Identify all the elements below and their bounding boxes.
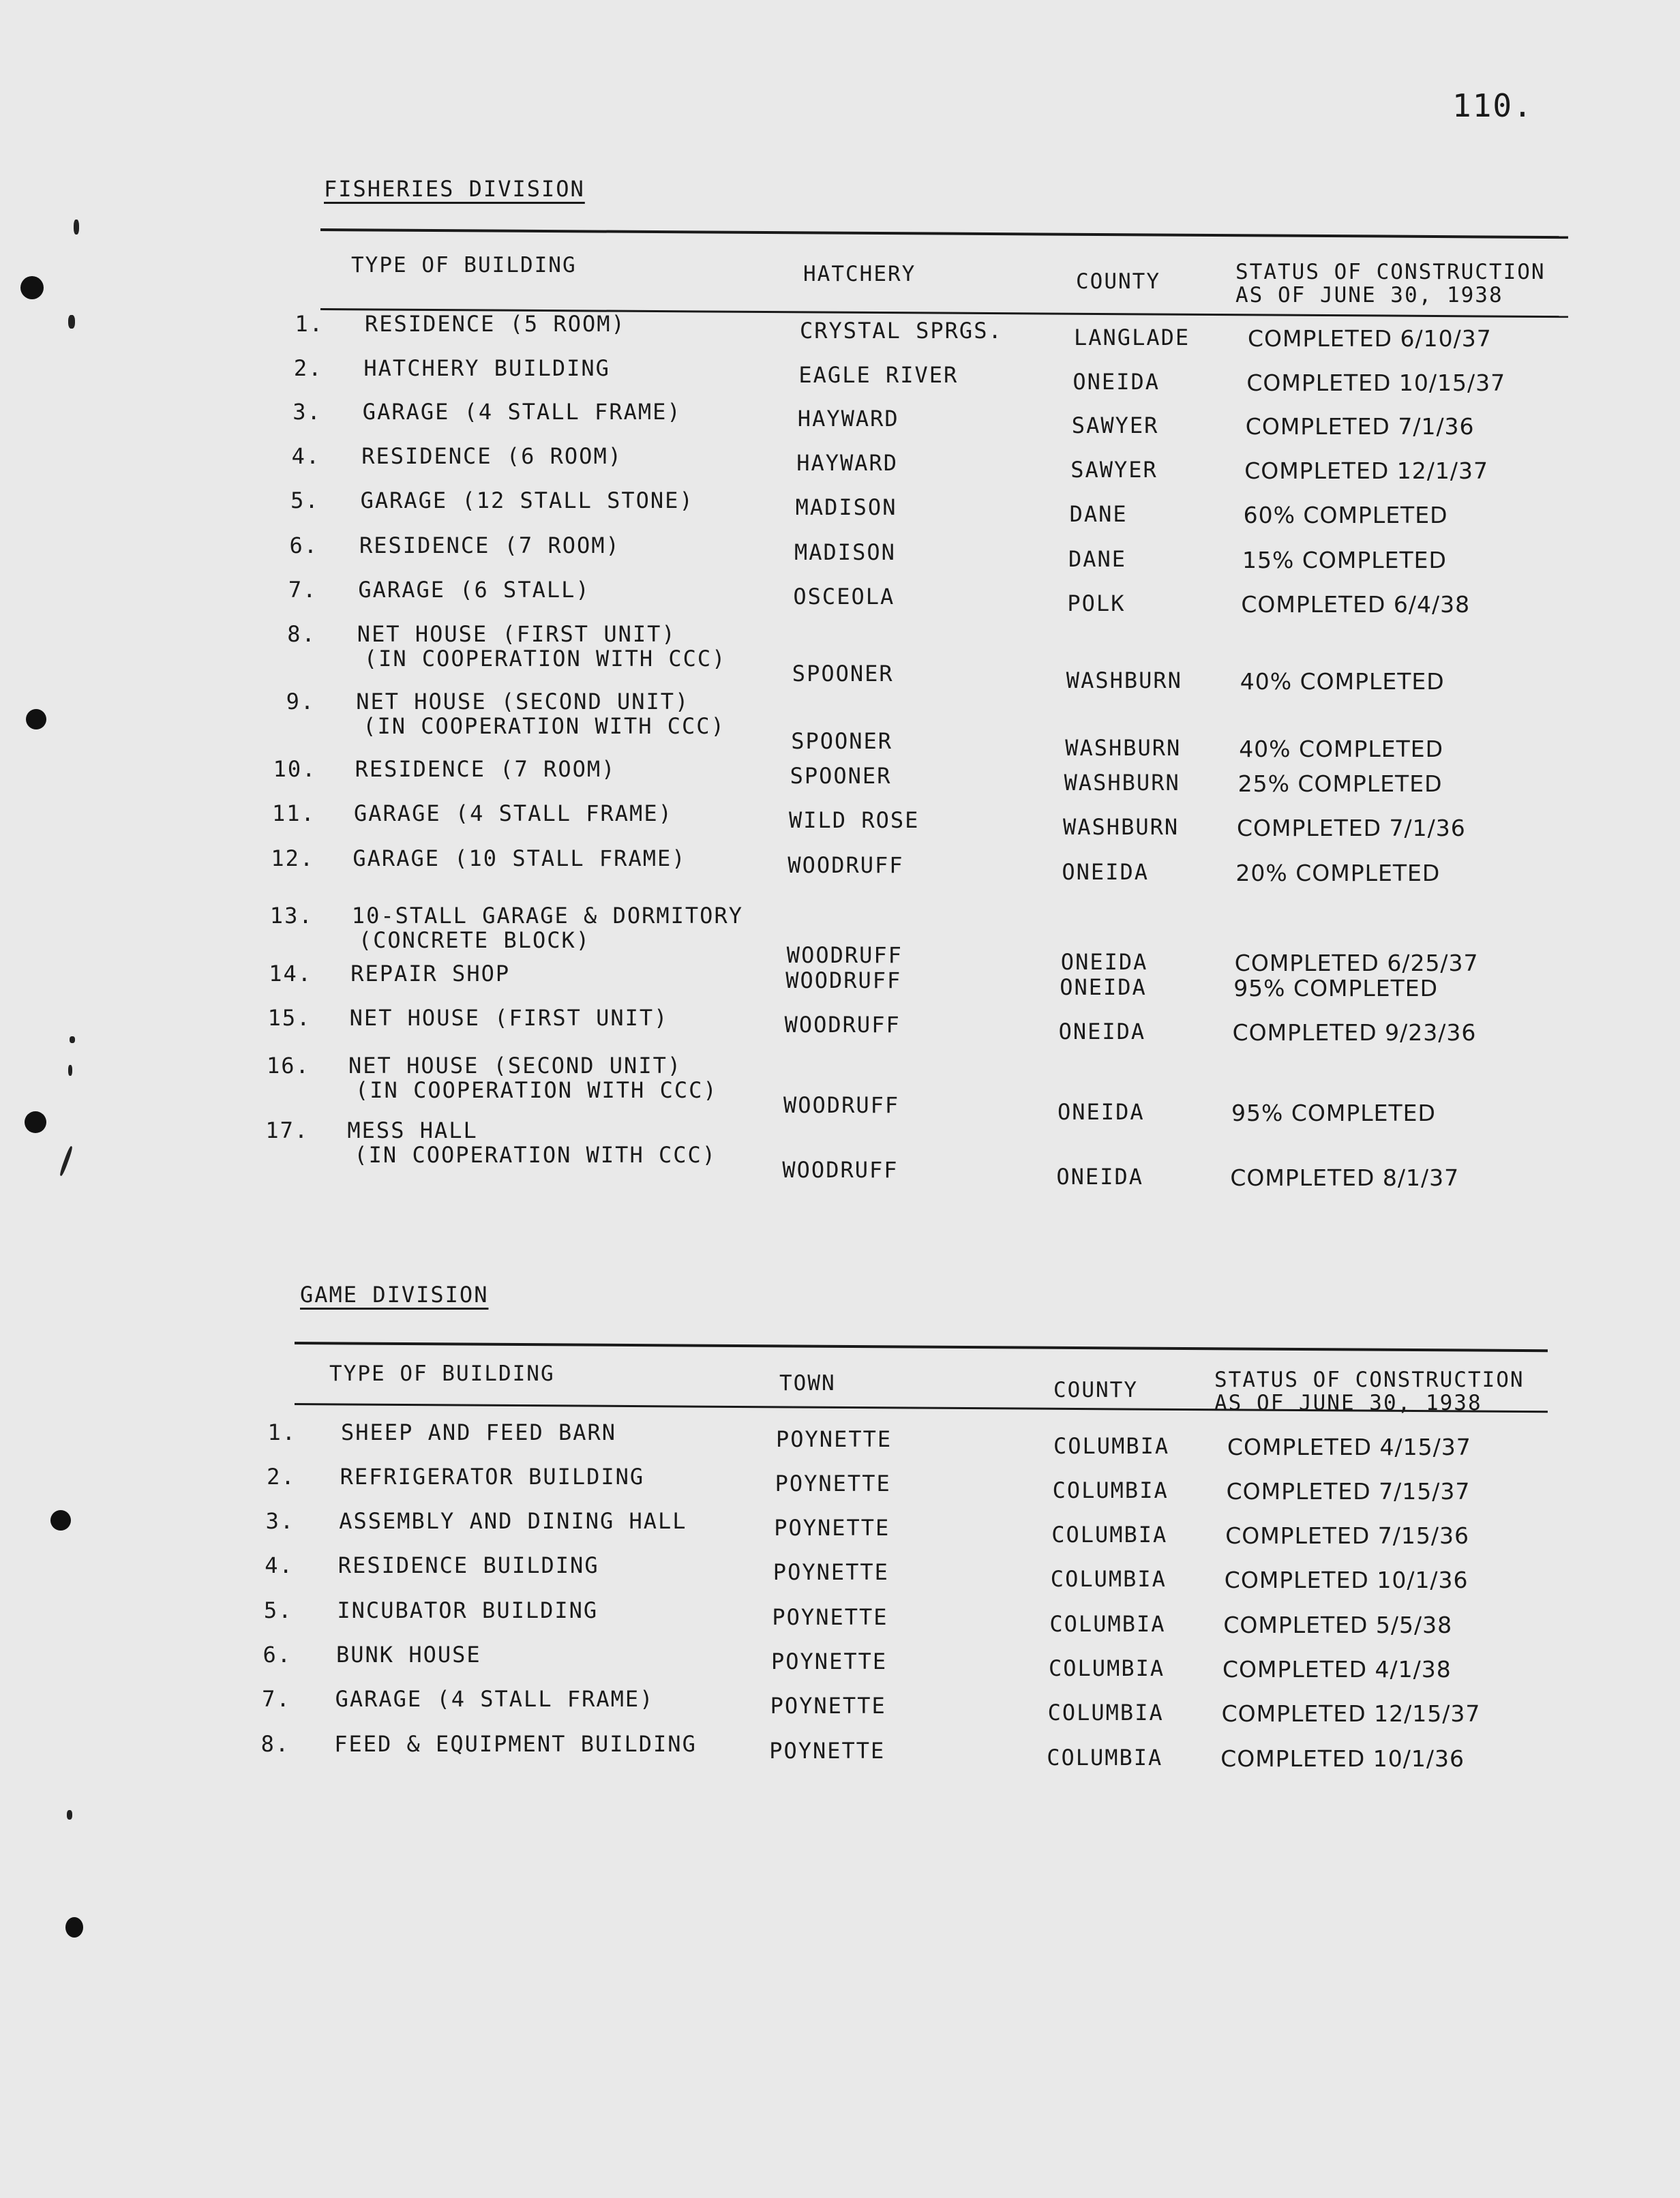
row-number: 10. (273, 756, 317, 782)
building-type: REFRIGERATOR BUILDING (340, 1464, 645, 1490)
table-row (0, 356, 1680, 404)
table-row (0, 1732, 1680, 1779)
construction-status: 15% COMPLETED (1242, 547, 1447, 573)
table-row (0, 846, 1680, 894)
location-name: SPOONER (790, 763, 892, 789)
row-number: 11. (272, 800, 316, 826)
construction-status: COMPLETED 6/4/38 (1241, 591, 1471, 618)
county-name: ONEIDA (1058, 1019, 1146, 1044)
location-name: POYNETTE (771, 1648, 888, 1674)
row-number: 14. (269, 961, 312, 987)
table-row (0, 801, 1680, 849)
location-name: EAGLE RIVER (798, 362, 959, 388)
building-type: GARAGE (10 STALL FRAME) (352, 845, 687, 871)
table-row (0, 1509, 1680, 1556)
county-name: ONEIDA (1058, 1099, 1145, 1125)
location-name: MADISON (794, 539, 896, 565)
construction-status: COMPLETED 7/15/36 (1225, 1522, 1469, 1549)
row-number: 7. (288, 577, 318, 603)
location-name: HAYWARD (797, 406, 899, 432)
building-type-note: (IN COOPERATION WITH CCC) (355, 1077, 718, 1103)
row-number: 8. (260, 1731, 290, 1757)
table-row (0, 1420, 1680, 1468)
county-name: COLUMBIA (1049, 1611, 1166, 1637)
building-type: NET HOUSE (SECOND UNIT) (348, 1053, 682, 1079)
binder-hole-mark (65, 1917, 83, 1938)
row-number: 1. (295, 311, 324, 337)
row-number: 13. (269, 903, 314, 929)
building-type: ASSEMBLY AND DINING HALL (339, 1508, 687, 1534)
county-name: COLUMBIA (1053, 1433, 1170, 1459)
county-name: ONEIDA (1062, 859, 1149, 885)
row-number: 16. (267, 1053, 310, 1079)
table-row (0, 961, 1680, 1009)
row-number: 15. (267, 1005, 312, 1031)
table-row (0, 621, 1680, 695)
construction-status: COMPLETED 7/1/36 (1245, 413, 1475, 440)
section-title: FISHERIES DIVISION (324, 176, 585, 202)
construction-status: 25% COMPLETED (1238, 770, 1443, 797)
county-name: ONEIDA (1056, 1164, 1143, 1190)
location-name: WOODRUFF (786, 942, 903, 968)
row-number: 3. (265, 1508, 295, 1534)
building-type: BUNK HOUSE (336, 1642, 481, 1668)
row-number: 2. (293, 355, 323, 381)
location-name: WOODRUFF (784, 1012, 901, 1038)
table-row (0, 1117, 1680, 1191)
county-name: COLUMBIA (1052, 1477, 1169, 1503)
column-header-type: TYPE OF BUILDING (329, 1361, 555, 1386)
building-type: 10-STALL GARAGE & DORMITORY (351, 903, 743, 929)
building-type: GARAGE (4 STALL FRAME) (362, 399, 682, 425)
construction-status: COMPLETED 10/15/37 (1246, 370, 1506, 396)
building-type: GARAGE (12 STALL STONE) (360, 487, 694, 513)
table-top-rule (320, 228, 1568, 239)
building-type: RESIDENCE (5 ROOM) (365, 311, 626, 337)
location-name: HAYWARD (796, 450, 899, 476)
county-name: COLUMBIA (1047, 1745, 1163, 1771)
column-header-status (1235, 260, 1546, 307)
county-name: COLUMBIA (1050, 1566, 1167, 1592)
construction-status: COMPLETED 6/10/37 (1248, 325, 1492, 352)
location-name: MADISON (795, 494, 897, 520)
location-name: WOODRUFF (782, 1157, 899, 1183)
location-name: SPOONER (792, 661, 894, 687)
county-name: SAWYER (1071, 412, 1159, 438)
building-type: REPAIR SHOP (350, 961, 511, 987)
construction-status: COMPLETED 10/1/36 (1224, 1567, 1469, 1593)
location-name: WOODRUFF (785, 967, 902, 993)
construction-status: COMPLETED 7/15/37 (1226, 1478, 1471, 1505)
construction-status: COMPLETED 4/15/37 (1227, 1434, 1471, 1460)
county-name: ONEIDA (1060, 949, 1148, 975)
building-type: RESIDENCE (7 ROOM) (355, 756, 616, 782)
location-name: POYNETTE (769, 1738, 886, 1764)
table-row (0, 1464, 1680, 1512)
table-row (0, 533, 1680, 581)
building-type: FEED & EQUIPMENT BUILDING (334, 1731, 697, 1757)
binder-hole-mark (20, 276, 44, 299)
location-name: POYNETTE (775, 1471, 891, 1496)
building-type: NET HOUSE (SECOND UNIT) (356, 689, 690, 714)
building-type: GARAGE (6 STALL) (358, 577, 590, 603)
status-header-line2: AS OF JUNE 30, 1938 (1214, 1391, 1482, 1415)
building-type-note: (CONCRETE BLOCK) (358, 927, 591, 953)
row-number: 6. (262, 1642, 292, 1668)
row-number: 9. (286, 689, 316, 714)
location-name: POYNETTE (774, 1515, 890, 1541)
construction-status: 40% COMPLETED (1239, 736, 1444, 762)
county-name: DANE (1069, 501, 1128, 527)
building-type: NET HOUSE (FIRST UNIT) (349, 1005, 669, 1031)
row-number: 1. (267, 1419, 297, 1445)
column-header-county: COUNTY (1076, 269, 1160, 294)
location-name: WILD ROSE (789, 807, 920, 833)
county-name: WASHBURN (1063, 814, 1180, 840)
building-type: HATCHERY BUILDING (363, 355, 610, 381)
row-number: 4. (265, 1552, 294, 1578)
location-name: POYNETTE (772, 1604, 888, 1630)
construction-status: COMPLETED 9/23/36 (1232, 1019, 1477, 1046)
building-type-note: (IN COOPERATION WITH CCC) (363, 713, 725, 739)
county-name: WASHBURN (1065, 735, 1182, 761)
row-number: 6. (289, 532, 318, 558)
table-row (0, 1006, 1680, 1053)
margin-mark (74, 220, 79, 235)
county-name: COLUMBIA (1047, 1700, 1164, 1726)
county-name: WASHBURN (1066, 667, 1182, 693)
location-name: SPOONER (791, 728, 893, 754)
status-header-line1: STATUS OF CONSTRUCTION (1235, 260, 1546, 284)
county-name: ONEIDA (1060, 974, 1147, 1000)
county-name: POLK (1067, 590, 1126, 616)
county-name: SAWYER (1070, 457, 1158, 483)
table-row (0, 757, 1680, 804)
building-type: NET HOUSE (FIRST UNIT) (357, 621, 676, 647)
row-number: 7. (262, 1686, 291, 1712)
column-header-town: TOWN (779, 1371, 836, 1396)
row-number: 17. (265, 1117, 310, 1143)
county-name: DANE (1068, 546, 1127, 572)
construction-status: COMPLETED 6/25/37 (1234, 950, 1479, 976)
construction-status: 95% COMPLETED (1233, 975, 1439, 1002)
column-header-hatchery: HATCHERY (803, 262, 916, 286)
county-name: COLUMBIA (1049, 1655, 1165, 1681)
construction-status: COMPLETED 5/5/38 (1223, 1612, 1453, 1638)
margin-mark (67, 1810, 72, 1820)
building-type: RESIDENCE (7 ROOM) (359, 532, 620, 558)
table-row (0, 1598, 1680, 1646)
county-name: WASHBURN (1064, 770, 1180, 796)
column-header-county: COUNTY (1053, 1378, 1138, 1402)
construction-status: COMPLETED 8/1/37 (1230, 1164, 1460, 1191)
construction-status: COMPLETED 12/1/37 (1244, 457, 1488, 484)
table-row (0, 400, 1680, 447)
table-row (0, 1553, 1680, 1601)
location-name: POYNETTE (770, 1693, 886, 1719)
county-name: COLUMBIA (1051, 1522, 1168, 1548)
construction-status: COMPLETED 7/1/36 (1237, 815, 1466, 841)
row-number: 3. (292, 399, 322, 425)
column-header-type: TYPE OF BUILDING (351, 253, 577, 277)
status-header-line2: AS OF JUNE 30, 1938 (1235, 283, 1503, 307)
construction-status: 95% COMPLETED (1231, 1100, 1436, 1126)
row-number: 8. (287, 621, 316, 647)
row-number: 4. (291, 443, 321, 469)
table-row (0, 1053, 1680, 1126)
location-name: WOODRUFF (787, 852, 904, 878)
county-name: LANGLADE (1074, 325, 1190, 350)
construction-status: 20% COMPLETED (1235, 860, 1441, 886)
row-number: 5. (290, 487, 320, 513)
building-type-note: (IN COOPERATION WITH CCC) (354, 1142, 717, 1168)
location-name: CRYSTAL SPRGS. (800, 318, 1003, 344)
construction-status: 40% COMPLETED (1240, 668, 1445, 695)
status-header-line1: STATUS OF CONSTRUCTION (1214, 1368, 1525, 1392)
location-name: POYNETTE (776, 1426, 892, 1452)
table-row (0, 488, 1680, 536)
table-row (0, 689, 1680, 762)
county-name: ONEIDA (1072, 369, 1160, 395)
construction-status: COMPLETED 12/15/37 (1221, 1700, 1481, 1727)
location-name: OSCEOLA (793, 584, 895, 609)
page-number: 110. (1452, 87, 1533, 124)
row-number: 12. (271, 845, 315, 871)
building-type: GARAGE (4 STALL FRAME) (354, 800, 673, 826)
row-number: 2. (267, 1464, 296, 1490)
row-number: 5. (263, 1597, 293, 1623)
building-type: SHEEP AND FEED BARN (341, 1419, 617, 1445)
building-type: RESIDENCE BUILDING (338, 1552, 599, 1578)
table-row (0, 577, 1680, 625)
section-title: GAME DIVISION (300, 1282, 489, 1308)
building-type: RESIDENCE (6 ROOM) (361, 443, 622, 469)
construction-status: COMPLETED 10/1/36 (1220, 1745, 1465, 1772)
location-name: POYNETTE (772, 1559, 889, 1585)
table-row (0, 444, 1680, 492)
table-top-rule (295, 1342, 1548, 1352)
building-type-note: (IN COOPERATION WITH CCC) (363, 646, 727, 672)
building-type: MESS HALL (347, 1117, 478, 1143)
table-row (0, 312, 1680, 359)
table-row (0, 1642, 1680, 1690)
location-name: WOODRUFF (783, 1092, 900, 1118)
column-header-status (1214, 1368, 1525, 1415)
table-row (0, 1687, 1680, 1734)
construction-status: COMPLETED 4/1/38 (1222, 1656, 1452, 1683)
construction-status: 60% COMPLETED (1243, 502, 1448, 528)
building-type: GARAGE (4 STALL FRAME) (335, 1686, 655, 1712)
building-type: INCUBATOR BUILDING (337, 1597, 599, 1623)
